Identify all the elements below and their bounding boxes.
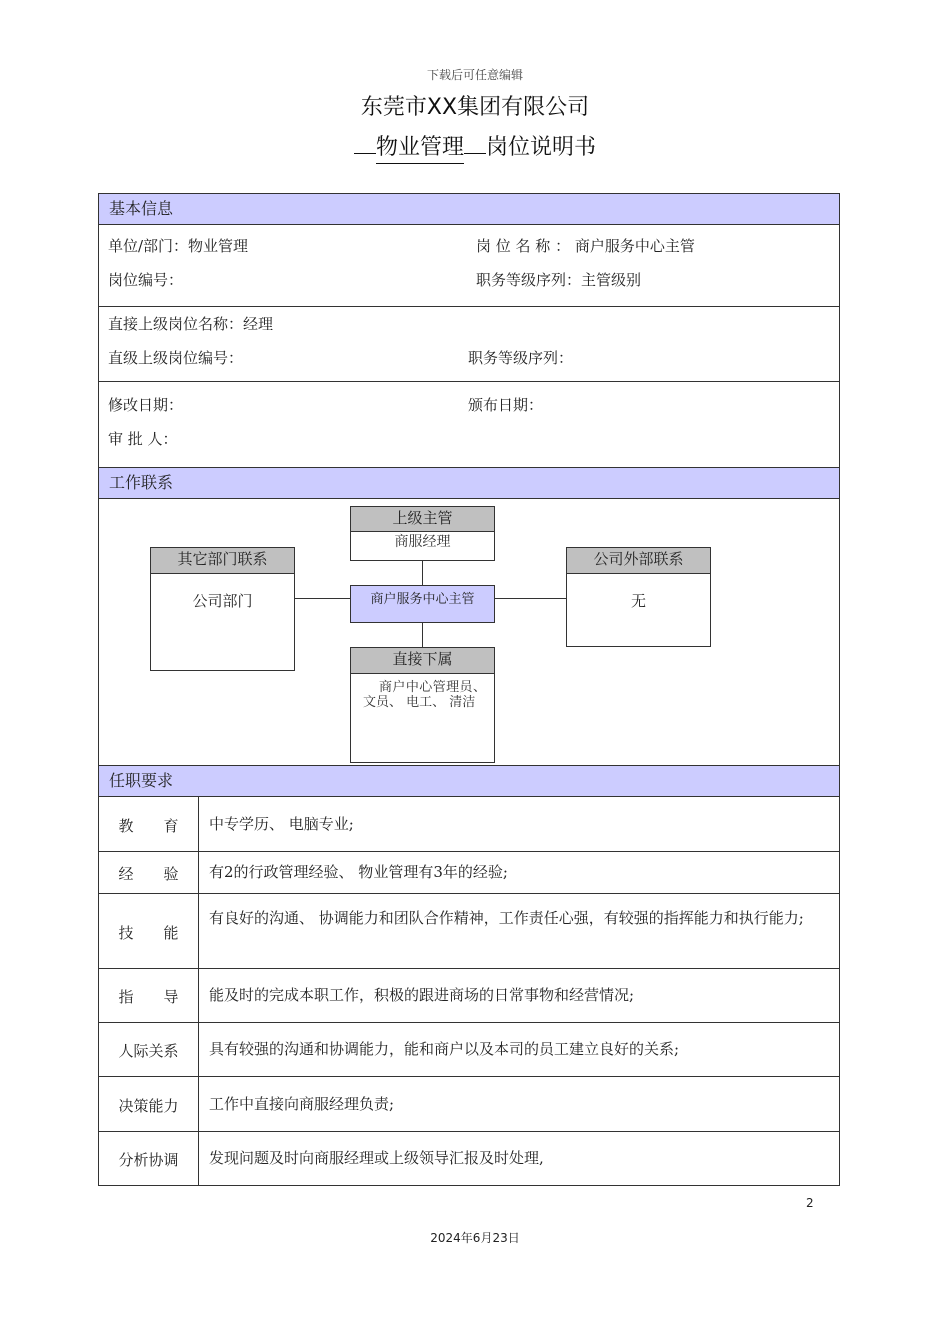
superior-box	[350, 506, 495, 561]
company-title: 东莞市XX集团有限公司	[360, 95, 590, 120]
connector-line-left	[294, 598, 351, 599]
section-header-requirements: 任职要求	[98, 765, 840, 797]
superior-box-title: 上级主管	[351, 507, 494, 532]
requirement-text: 中专学历、 电脑专业;	[209, 815, 354, 833]
requirement-text: 工作中直接向商服经理负责;	[209, 1095, 395, 1113]
other-departments-title: 其它部门联系	[151, 548, 294, 574]
other-departments-value: 公司部门	[192, 592, 253, 610]
requirement-label: 分析协调	[118, 1151, 179, 1169]
requirement-text: 具有较强的沟通和协调能力，能和商户以及本司的员工建立良好的关系;	[209, 1040, 680, 1058]
divider	[98, 851, 840, 852]
connector-line-bottom	[422, 622, 423, 648]
requirement-label: 经 验	[118, 865, 179, 883]
page-number: 2	[806, 1196, 814, 1210]
superior-post-name: 直接上级岗位名称：经理	[108, 315, 274, 333]
requirement-label: 技 能	[118, 924, 179, 942]
connector-line-top	[422, 560, 423, 586]
requirement-label: 教 育	[118, 817, 179, 835]
external-relations-box	[566, 547, 711, 647]
title-department: 物业管理	[376, 130, 464, 164]
watermark-text: 下载后可任意编辑	[426, 68, 523, 82]
requirement-label: 决策能力	[118, 1097, 179, 1115]
divider	[98, 968, 840, 969]
publish-date: 颁布日期：	[468, 396, 544, 414]
title-underline-pad-2	[464, 151, 486, 154]
post-number: 岗位编号：	[108, 271, 184, 289]
divider	[98, 306, 840, 307]
approver: 审 批 人：	[108, 430, 178, 448]
requirement-label: 人际关系	[118, 1042, 179, 1060]
post-name: 岗 位 名 称 ： 商户服务中心主管	[476, 237, 695, 255]
divider	[98, 381, 840, 382]
subordinate-value: 商户中心管理员、文员、 电工、 清洁	[363, 680, 486, 710]
divider	[98, 1131, 840, 1132]
title-underline-pad	[354, 151, 376, 154]
requirement-text: 能及时的完成本职工作，积极的跟进商场的日常事物和经营情况;	[209, 986, 635, 1004]
subordinate-box	[350, 647, 495, 763]
external-relations-value: 无	[630, 592, 646, 610]
requirement-text: 有2的行政管理经验、 物业管理有3年的经验;	[209, 863, 508, 881]
requirement-label: 指 导	[118, 988, 179, 1006]
other-departments-box	[150, 547, 295, 671]
superior-box-value: 商服经理	[394, 534, 451, 550]
grade-series: 职务等级序列：主管级别	[476, 271, 642, 289]
center-position-box: 商户服务中心主管	[350, 585, 495, 623]
revise-date: 修改日期：	[108, 396, 184, 414]
title-doc-type: 岗位说明书	[486, 135, 597, 160]
connector-line-right	[494, 598, 567, 599]
section-header-basic: 基本信息	[98, 193, 840, 225]
superior-grade-series: 职务等级序列：	[468, 349, 574, 367]
divider	[98, 1076, 840, 1077]
superior-post-number: 直级上级岗位编号：	[108, 349, 244, 367]
external-relations-title: 公司外部联系	[567, 548, 710, 574]
section-header-relations: 工作联系	[98, 467, 840, 499]
subordinate-title: 直接下属	[351, 648, 494, 674]
document-title	[0, 130, 950, 164]
requirement-text: 有良好的沟通、 协调能力和团队合作精神，工作责任心强，有较强的指挥能力和执行能力;	[209, 909, 804, 927]
divider	[98, 893, 840, 894]
unit-department: 单位/部门：物业管理	[108, 237, 249, 255]
requirement-text: 发现问题及时向商服经理或上级领导汇报及时处理,	[209, 1149, 544, 1167]
footer-date: 2024年6月23日	[430, 1231, 520, 1245]
divider	[98, 1022, 840, 1023]
